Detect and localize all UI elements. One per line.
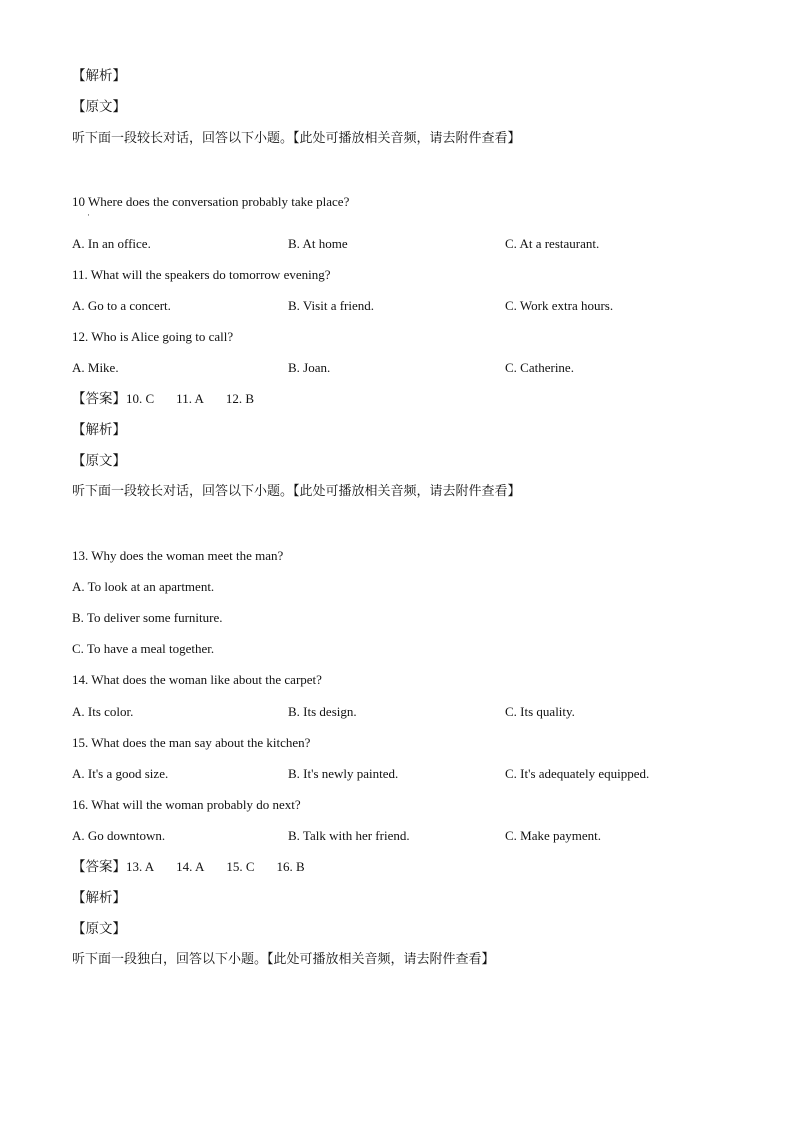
- q12-option-b: B. Joan.: [288, 360, 331, 375]
- q14-option-a: A. Its color.: [72, 704, 134, 719]
- q16-option-b: B. Talk with her friend.: [288, 828, 410, 843]
- answer-label: 【答案】: [72, 859, 126, 875]
- q15-option-c: C. It's adequately equipped.: [505, 766, 650, 781]
- original-text-heading: 【原文】: [72, 99, 126, 115]
- answer-item: 13. A: [126, 859, 155, 874]
- q12-option-a: A. Mike.: [72, 360, 119, 375]
- question-15: 15. What does the man say about the kitchen?: [72, 735, 311, 750]
- q13-option-c: C. To have a meal together.: [72, 641, 215, 656]
- q15-option-a: A. It's a good size.: [72, 766, 169, 781]
- q16-option-a: A. Go downtown.: [72, 828, 166, 843]
- analysis-heading: 【解析】: [72, 890, 126, 906]
- q10-option-a: A. In an office.: [72, 236, 151, 251]
- answer-item: 11. A: [176, 391, 204, 406]
- listening-instruction: 听下面一段较长对话，回答以下小题。【此处可播放相关音频，请去附件查看】: [72, 484, 521, 499]
- q14-option-c: C. Its quality.: [505, 704, 575, 719]
- answer-label: 【答案】: [72, 391, 126, 407]
- question-16: 16. What will the woman probably do next?: [72, 797, 301, 812]
- answer-item: 14. A: [176, 859, 205, 874]
- q14-option-b: B. Its design.: [288, 704, 357, 719]
- q11-option-c: C. Work extra hours.: [505, 298, 614, 313]
- question-12: 12. Who is Alice going to call?: [72, 329, 234, 344]
- analysis-heading: 【解析】: [72, 422, 126, 438]
- q11-option-b: B. Visit a friend.: [288, 298, 374, 313]
- q13-option-a: A. To look at an apartment.: [72, 579, 215, 594]
- analysis-heading: 【解析】: [72, 68, 126, 84]
- answer-item: 10. C: [126, 391, 155, 406]
- q12-option-c: C. Catherine.: [505, 360, 574, 375]
- q16-option-c: C. Make payment.: [505, 828, 602, 843]
- q10-option-c: C. At a restaurant.: [505, 236, 600, 251]
- q10-option-b: B. At home: [288, 236, 348, 251]
- original-text-heading: 【原文】: [72, 453, 126, 469]
- original-text-heading: 【原文】: [72, 921, 126, 937]
- question-11: 11. What will the speakers do tomorrow evening?: [72, 267, 331, 282]
- question-13: 13. Why does the woman meet the man?: [72, 548, 284, 563]
- listening-instruction: 听下面一段独白，回答以下小题。【此处可播放相关音频，请去附件查看】: [72, 952, 495, 967]
- stray-mark: ·: [87, 210, 90, 220]
- answer-line: [72, 859, 305, 875]
- question-10: 10 Where does the conversation probably take place?: [72, 194, 350, 209]
- answer-item: 16. B: [276, 859, 305, 874]
- q13-option-b: B. To deliver some furniture.: [72, 610, 223, 625]
- q11-option-a: A. Go to a concert.: [72, 298, 171, 313]
- answer-item: 12. B: [225, 391, 255, 406]
- listening-instruction: 听下面一段较长对话，回答以下小题。【此处可播放相关音频，请去附件查看】: [72, 131, 521, 146]
- question-14: 14. What does the woman like about the carpet?: [72, 672, 322, 687]
- q15-option-b: B. It's newly painted.: [288, 766, 399, 781]
- answer-line: [72, 391, 254, 407]
- answer-item: 15. C: [226, 859, 255, 874]
